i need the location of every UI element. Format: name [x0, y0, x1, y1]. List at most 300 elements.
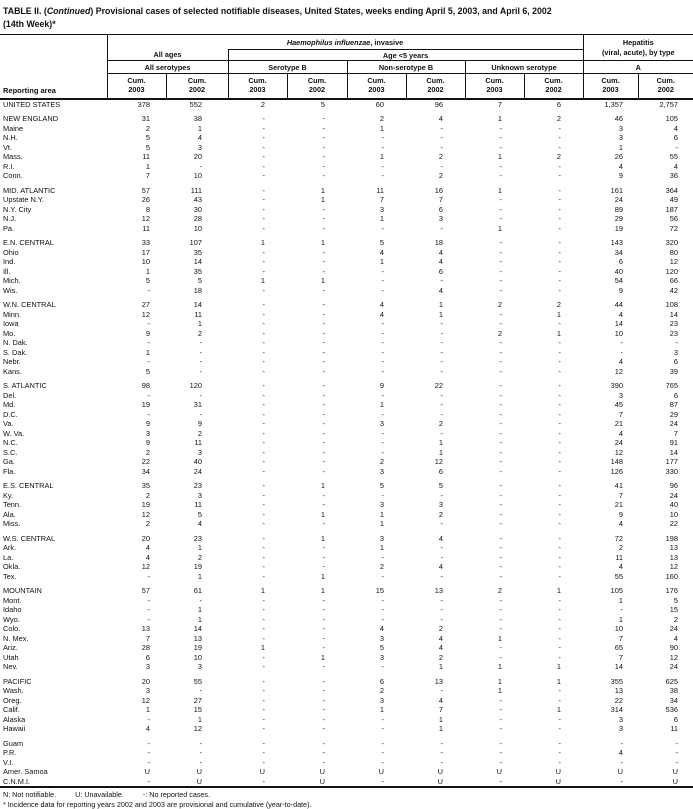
value-cell: 3	[197, 447, 202, 457]
value-cell: 42	[669, 285, 679, 295]
value-cell: 10	[614, 624, 624, 633]
value-cell: 12	[669, 652, 679, 662]
value-cell: -	[199, 748, 202, 757]
value-cell: -	[499, 409, 502, 419]
value-cell: -	[262, 309, 265, 319]
value-cell: -	[262, 390, 265, 400]
value-cell: 390	[610, 381, 624, 390]
value-cell: 120	[189, 381, 202, 390]
value-cell: -	[381, 338, 384, 347]
table-row	[0, 724, 693, 734]
value-cell: 5	[145, 366, 150, 376]
value-cell: -	[381, 738, 384, 748]
value-cell: 5	[438, 481, 443, 490]
value-cell: 5	[145, 142, 150, 152]
value-cell: 126	[610, 466, 624, 476]
value-cell: -	[262, 381, 265, 390]
reporting-area-label: Ky.	[3, 490, 14, 500]
value-cell: 12	[141, 509, 150, 519]
value-cell: -	[499, 195, 502, 204]
value-cell: 6	[438, 466, 443, 476]
value-cell: -	[499, 571, 502, 581]
value-cell: -	[558, 400, 562, 409]
table-row	[0, 348, 693, 358]
value-cell: 3	[379, 500, 384, 509]
value-cell: 355	[610, 676, 624, 686]
value-cell: 4	[438, 114, 443, 123]
value-cell: 26	[614, 152, 624, 161]
value-cell: -	[381, 662, 384, 671]
table-row	[0, 615, 693, 625]
value-cell: -	[499, 552, 502, 562]
reporting-area-label: S. ATLANTIC	[3, 381, 47, 390]
reporting-area-label: Wyo.	[3, 614, 20, 624]
reporting-area-label: N. Dak.	[3, 338, 28, 347]
value-cell: -	[381, 357, 384, 366]
value-cell: 34	[614, 247, 624, 257]
reporting-area-label: Ohio	[3, 247, 19, 257]
value-cell: -	[558, 247, 562, 257]
value-cell: 4	[618, 357, 624, 366]
value-cell: -	[675, 748, 679, 757]
value-cell: 55	[669, 152, 679, 161]
table-row	[0, 758, 693, 768]
value-cell: 66	[669, 276, 679, 285]
value-cell: 23	[193, 533, 202, 543]
value-cell: -	[322, 643, 325, 652]
value-cell: 28	[193, 214, 202, 223]
value-cell: -	[322, 724, 325, 733]
value-cell: -	[262, 214, 265, 223]
table-row	[0, 267, 693, 277]
value-cell: 16	[434, 185, 443, 195]
value-cell: -	[440, 595, 443, 605]
reporting-area-header: Reporting area	[0, 35, 107, 99]
value-cell: 2	[379, 114, 384, 123]
value-cell: 1	[260, 276, 265, 285]
value-cell: 1	[320, 238, 325, 247]
value-cell: -	[262, 509, 265, 519]
value-cell: 91	[669, 438, 679, 447]
value-cell: 1	[497, 686, 502, 695]
value-cell: -	[558, 738, 562, 748]
value-cell: -	[262, 285, 265, 295]
value-cell: -	[499, 643, 502, 652]
value-cell: 2	[438, 652, 443, 662]
value-cell: 198	[665, 533, 679, 543]
value-cell: 1	[497, 223, 502, 233]
value-cell: -	[381, 571, 384, 581]
serotype-b-header: Serotype B	[228, 61, 347, 74]
value-cell: -	[322, 142, 325, 152]
value-cell: -	[262, 748, 265, 757]
value-cell: -	[675, 142, 679, 152]
reporting-area-label: Colo.	[3, 624, 21, 633]
incidence-note: * Incidence data for reporting years 2002 and 2003 are provisional and cumulative (year-to-date).	[3, 799, 312, 809]
value-cell: 3	[379, 419, 384, 428]
value-cell: 1	[320, 509, 325, 519]
value-cell: -	[262, 438, 265, 447]
table-row	[0, 553, 693, 563]
value-cell: -	[322, 686, 325, 695]
value-cell: -	[499, 257, 502, 266]
value-cell: -	[322, 204, 325, 214]
value-cell: -	[322, 366, 325, 376]
table-row	[0, 491, 693, 501]
value-cell: -	[499, 748, 502, 757]
value-cell: U	[196, 767, 202, 776]
value-cell: -	[322, 247, 325, 257]
value-cell: -	[262, 319, 265, 328]
value-cell: -	[262, 519, 265, 528]
value-cell: -	[558, 223, 562, 233]
value-cell: -	[322, 490, 325, 500]
reporting-area-label: R.I.	[3, 161, 15, 171]
value-cell: 96	[434, 99, 443, 109]
value-cell: -	[675, 338, 679, 347]
value-cell: 1	[197, 319, 202, 328]
value-cell: -	[322, 123, 325, 133]
value-cell: 35	[141, 481, 150, 490]
value-cell: -	[262, 562, 265, 571]
value-cell: -	[262, 605, 265, 614]
table-row	[0, 605, 693, 615]
value-cell: 1	[556, 676, 562, 686]
value-cell: 4	[438, 562, 443, 571]
value-cell: -	[147, 614, 150, 624]
notifiable-diseases-table	[0, 34, 693, 788]
value-cell: 2	[497, 300, 502, 309]
table-row	[0, 205, 693, 215]
value-cell: 4	[673, 161, 679, 171]
value-cell: 4	[673, 633, 679, 643]
value-cell: 2	[556, 114, 562, 123]
value-cell: U	[555, 776, 562, 786]
value-cell: -	[262, 481, 265, 490]
value-cell: -	[675, 738, 679, 748]
value-cell: 2	[497, 328, 502, 338]
value-cell: 4	[438, 257, 443, 266]
value-cell: -	[558, 171, 562, 180]
table-row	[0, 677, 693, 687]
value-cell: -	[499, 500, 502, 509]
value-cell: 1	[320, 481, 325, 490]
value-cell: 12	[141, 562, 150, 571]
value-cell: 1	[260, 238, 265, 247]
value-cell: 1	[497, 152, 502, 161]
value-cell: -	[499, 447, 502, 457]
value-cell: -	[322, 500, 325, 509]
reporting-area-label: Wis.	[3, 285, 18, 295]
value-cell: 1	[379, 257, 384, 266]
value-cell: -	[499, 142, 502, 152]
value-cell: -	[199, 757, 202, 767]
value-cell: 12	[141, 695, 150, 705]
value-cell: 7	[618, 633, 624, 643]
value-cell: 14	[669, 309, 679, 319]
unknown-serotype-header: Unknown serotype	[465, 61, 583, 74]
value-cell: 2	[145, 490, 150, 500]
value-cell: -	[322, 605, 325, 614]
value-cell: 4	[438, 533, 443, 543]
reporting-area-label: Utah	[3, 652, 19, 662]
value-cell: 23	[669, 328, 679, 338]
value-cell: -	[199, 366, 202, 376]
value-cell: -	[262, 686, 265, 695]
value-cell: -	[499, 400, 502, 409]
value-cell: 21	[614, 500, 624, 509]
value-cell: 2	[145, 447, 150, 457]
reporting-area-label: Alaska	[3, 714, 26, 724]
value-cell: -	[558, 652, 562, 662]
value-cell: 13	[193, 633, 202, 643]
value-cell: -	[322, 409, 325, 419]
value-cell: 14	[193, 257, 202, 266]
value-cell: -	[558, 142, 562, 152]
value-cell: 625	[665, 676, 679, 686]
value-cell: 14	[193, 624, 202, 633]
value-cell: 1	[556, 309, 562, 319]
value-cell: -	[499, 381, 502, 390]
value-cell: -	[440, 428, 443, 438]
value-cell: 1	[438, 300, 443, 309]
value-cell: 9	[197, 419, 202, 428]
value-cell: 21	[614, 419, 624, 428]
value-cell: 3	[438, 500, 443, 509]
value-cell: 160	[665, 571, 679, 581]
reporting-area-label: Miss.	[3, 519, 21, 528]
value-cell: -	[199, 390, 202, 400]
value-cell: -	[322, 114, 325, 123]
value-cell: 4	[618, 562, 624, 571]
value-cell: 4	[145, 552, 150, 562]
value-cell: -	[440, 338, 443, 347]
value-cell: -	[675, 757, 679, 767]
value-cell: 2	[379, 686, 384, 695]
value-cell: 11	[670, 724, 679, 733]
value-cell: 5	[379, 238, 384, 247]
value-cell: -	[558, 605, 562, 614]
value-cell: -	[147, 338, 150, 347]
table-row	[0, 705, 693, 715]
haemophilus-group-header: Haemophilus influenzae, invasive	[107, 35, 583, 50]
reporting-area-label: Tex.	[3, 571, 17, 581]
value-cell: 120	[665, 266, 679, 276]
value-cell: -	[558, 195, 562, 204]
value-cell: -	[322, 428, 325, 438]
value-cell: -	[558, 319, 562, 328]
value-cell: -	[499, 562, 502, 571]
value-cell: 18	[193, 285, 202, 295]
value-cell: 1	[260, 643, 265, 652]
value-cell: 3	[197, 662, 202, 671]
table-row	[0, 739, 693, 749]
value-cell: -	[558, 624, 562, 633]
value-cell: 4	[379, 247, 384, 257]
reporting-area-label: Maine	[3, 123, 24, 133]
value-cell: -	[322, 695, 325, 705]
value-cell: 22	[669, 519, 679, 528]
value-cell: 12	[669, 562, 679, 571]
value-cell: -	[262, 595, 265, 605]
legend-unavailable: U: Unavailable.	[75, 790, 124, 799]
reporting-area-label: Ala.	[3, 509, 16, 519]
value-cell: -	[558, 204, 562, 214]
table-row	[0, 381, 693, 391]
table-row	[0, 248, 693, 258]
reporting-area-label: Va.	[3, 419, 14, 428]
value-cell: 35	[193, 247, 202, 257]
value-cell: 31	[193, 400, 202, 409]
value-cell: 1	[379, 152, 384, 161]
value-cell: 3	[618, 714, 624, 724]
table-row	[0, 367, 693, 377]
table-row	[0, 300, 693, 310]
value-cell: 4	[618, 309, 624, 319]
value-cell: 11	[376, 185, 384, 195]
value-cell: 14	[614, 662, 624, 671]
value-cell: 19	[193, 643, 202, 652]
value-cell: 5	[379, 481, 384, 490]
value-cell: U	[496, 767, 502, 776]
value-cell: -	[262, 695, 265, 705]
value-cell: 5	[320, 99, 325, 109]
value-cell: -	[499, 738, 502, 748]
value-cell: 9	[618, 509, 624, 519]
value-cell: 1	[379, 705, 384, 714]
value-cell: -	[620, 757, 624, 767]
value-cell: -	[558, 614, 562, 624]
value-cell: U	[672, 776, 679, 786]
value-cell: 7	[379, 195, 384, 204]
value-cell: -	[499, 652, 502, 662]
value-cell: -	[147, 390, 150, 400]
value-cell: -	[262, 500, 265, 509]
value-cell: -	[322, 133, 325, 142]
value-cell: -	[499, 490, 502, 500]
value-cell: 24	[669, 624, 679, 633]
value-cell: 34	[141, 466, 150, 476]
value-cell: 176	[665, 586, 679, 595]
table-row	[0, 543, 693, 553]
value-cell: -	[262, 757, 265, 767]
value-cell: 4	[379, 624, 384, 633]
value-cell: -	[381, 223, 384, 233]
value-cell: -	[558, 714, 562, 724]
value-cell: 10	[193, 223, 202, 233]
value-cell: -	[262, 543, 265, 552]
value-cell: 8	[145, 204, 150, 214]
value-cell: 3	[379, 652, 384, 662]
value-cell: 11	[194, 500, 202, 509]
value-cell: 1	[197, 714, 202, 724]
footnotes	[0, 788, 693, 809]
value-cell: 314	[610, 705, 624, 714]
table-row	[0, 186, 693, 196]
value-cell: -	[381, 428, 384, 438]
value-cell: -	[499, 366, 502, 376]
value-cell: -	[262, 466, 265, 476]
value-cell: 57	[141, 586, 150, 595]
reporting-area-label: Md.	[3, 400, 16, 409]
value-cell: 12	[614, 447, 624, 457]
reporting-area-label: MID. ATLANTIC	[3, 185, 56, 195]
value-cell: 105	[610, 586, 624, 595]
value-cell: 1	[438, 662, 443, 671]
value-cell: -	[499, 757, 502, 767]
reporting-area-label: N.C.	[3, 438, 18, 447]
value-cell: -	[440, 142, 443, 152]
value-cell: -	[558, 338, 562, 347]
value-cell: -	[558, 366, 562, 376]
value-cell: -	[558, 185, 562, 195]
reporting-area-label: P.R.	[3, 748, 17, 757]
value-cell: 2	[438, 419, 443, 428]
reporting-area-label: La.	[3, 552, 14, 562]
value-cell: 1	[145, 266, 150, 276]
value-cell: 1	[438, 447, 443, 457]
table-row	[0, 143, 693, 153]
value-cell: -	[322, 319, 325, 328]
value-cell: -	[381, 390, 384, 400]
value-cell: -	[381, 614, 384, 624]
value-cell: -	[322, 309, 325, 319]
cum-2002-header: Cum. 2002	[166, 74, 228, 99]
value-cell: 3	[618, 123, 624, 133]
value-cell: 57	[141, 185, 150, 195]
table-row	[0, 777, 693, 788]
value-cell: U	[144, 767, 150, 776]
value-cell: -	[558, 695, 562, 705]
value-cell: 35	[193, 266, 202, 276]
value-cell: 364	[665, 185, 679, 195]
value-cell: -	[440, 614, 443, 624]
value-cell: 18	[434, 238, 443, 247]
value-cell: 36	[669, 171, 679, 180]
value-cell: -	[262, 614, 265, 624]
value-cell: -	[499, 266, 502, 276]
value-cell: -	[147, 357, 150, 366]
value-cell: 378	[137, 99, 150, 109]
value-cell: -	[440, 347, 443, 357]
value-cell: 2	[197, 428, 202, 438]
reporting-area-label: Nev.	[3, 662, 18, 671]
value-cell: -	[147, 748, 150, 757]
value-cell: 7	[438, 705, 443, 714]
value-cell: 55	[614, 571, 624, 581]
value-cell: -	[322, 257, 325, 266]
value-cell: -	[620, 738, 624, 748]
value-cell: 4	[379, 309, 384, 319]
value-cell: 6	[673, 714, 679, 724]
value-cell: 7	[673, 428, 679, 438]
value-cell: 45	[614, 400, 624, 409]
value-cell: -	[262, 257, 265, 266]
value-cell: 1	[556, 662, 562, 671]
value-cell: -	[381, 447, 384, 457]
value-cell: -	[499, 695, 502, 705]
table-row	[0, 624, 693, 634]
reporting-area-label: N.J.	[3, 214, 17, 223]
value-cell: 7	[438, 195, 443, 204]
value-cell: -	[381, 285, 384, 295]
value-cell: 12	[193, 724, 202, 733]
value-cell: 2,757	[659, 99, 679, 109]
value-cell: 31	[141, 114, 150, 123]
table-row	[0, 391, 693, 401]
value-cell: -	[262, 142, 265, 152]
value-cell: 72	[614, 533, 624, 543]
